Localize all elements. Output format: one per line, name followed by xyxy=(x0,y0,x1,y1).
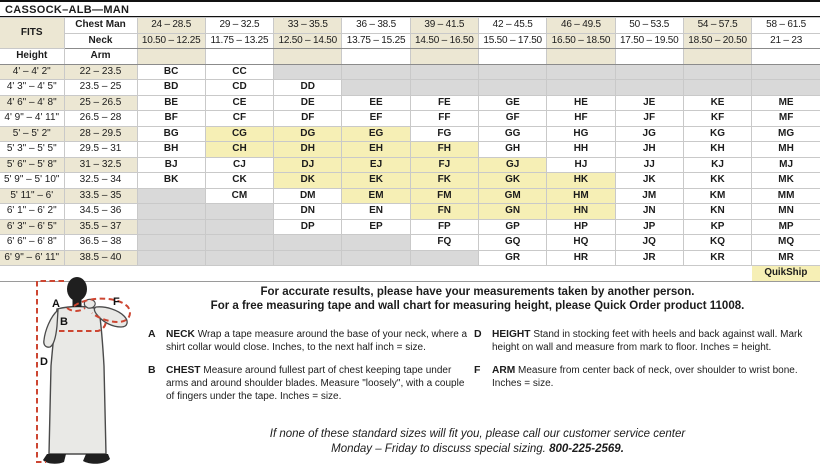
size-code-cell: MJ xyxy=(752,157,820,173)
size-code-cell: DP xyxy=(274,219,342,235)
size-unavailable-cell xyxy=(342,235,410,251)
instruction-item-arm xyxy=(474,364,814,390)
size-unavailable-cell xyxy=(274,235,342,251)
size-code-cell: HG xyxy=(547,126,615,142)
height-range-cell: 5' 11" – 6' xyxy=(0,188,64,204)
size-row xyxy=(0,173,820,189)
size-unavailable-cell xyxy=(205,219,273,235)
neck-range-cell: 11.75 – 13.25 xyxy=(205,33,273,49)
instruction-letter: A xyxy=(148,327,156,340)
size-code-cell: JF xyxy=(615,111,683,127)
size-code-cell: KE xyxy=(683,95,751,111)
size-code-cell: CM xyxy=(205,188,273,204)
size-code-cell: FN xyxy=(410,204,478,220)
size-code-cell: EK xyxy=(342,173,410,189)
size-unavailable-cell xyxy=(547,64,615,80)
neck-range-cell: 21 – 23 xyxy=(752,33,820,49)
header-filler-cell xyxy=(547,49,615,65)
size-code-cell: GK xyxy=(478,173,546,189)
size-unavailable-cell xyxy=(205,235,273,251)
size-unavailable-cell xyxy=(683,64,751,80)
size-code-cell: JQ xyxy=(615,235,683,251)
size-code-cell: KH xyxy=(683,142,751,158)
height-range-cell: 5' 3" – 5' 5" xyxy=(0,142,64,158)
height-range-cell: 6' 3" – 6' 5" xyxy=(0,219,64,235)
arm-range-cell: 35.5 – 37 xyxy=(64,219,137,235)
size-code-cell: JJ xyxy=(615,157,683,173)
size-row xyxy=(0,64,820,80)
size-code-cell: HN xyxy=(547,204,615,220)
phone-number: 800-225-2569. xyxy=(549,442,624,455)
size-code-cell: KP xyxy=(683,219,751,235)
size-code-cell: MG xyxy=(752,126,820,142)
chest-range-cell: 33 – 35.5 xyxy=(274,18,342,34)
size-code-cell: GG xyxy=(478,126,546,142)
size-code-cell: HQ xyxy=(547,235,615,251)
size-unavailable-cell xyxy=(342,64,410,80)
size-code-cell: CE xyxy=(205,95,273,111)
height-range-cell: 6' 1" – 6' 2" xyxy=(0,204,64,220)
chest-range-cell: 58 – 61.5 xyxy=(752,18,820,34)
instruction-item-height xyxy=(474,328,814,354)
size-code-cell: MH xyxy=(752,142,820,158)
arm-range-cell: 28 – 29.5 xyxy=(64,126,137,142)
size-code-cell: FJ xyxy=(410,157,478,173)
size-code-cell: HH xyxy=(547,142,615,158)
header-filler-cell xyxy=(137,49,205,65)
neck-range-cell: 13.75 – 15.25 xyxy=(342,33,410,49)
size-code-cell: GP xyxy=(478,219,546,235)
size-code-cell: ME xyxy=(752,95,820,111)
header-filler-cell xyxy=(615,49,683,65)
size-code-cell: JE xyxy=(615,95,683,111)
height-range-cell: 5' 9" – 5' 10" xyxy=(0,173,64,189)
size-code-cell: EF xyxy=(342,111,410,127)
size-code-cell: EJ xyxy=(342,157,410,173)
size-unavailable-cell xyxy=(274,64,342,80)
instruction-item-chest xyxy=(148,364,470,403)
size-chart-table xyxy=(0,17,820,282)
header-filler-cell xyxy=(342,49,410,65)
size-code-cell: MN xyxy=(752,204,820,220)
size-code-cell: KR xyxy=(683,250,751,266)
size-code-cell: JN xyxy=(615,204,683,220)
height-range-cell: 5' – 5' 2" xyxy=(0,126,64,142)
size-code-cell: DN xyxy=(274,204,342,220)
size-unavailable-cell xyxy=(137,188,205,204)
footer-line-1: If none of these standard sizes will fit you, please call our customer service center xyxy=(269,427,686,440)
arm-range-cell: 31 – 32.5 xyxy=(64,157,137,173)
size-code-cell: MP xyxy=(752,219,820,235)
size-code-cell: GE xyxy=(478,95,546,111)
arm-range-cell: 22 – 23.5 xyxy=(64,64,137,80)
height-range-cell: 4' 6" – 4' 8" xyxy=(0,95,64,111)
chest-range-cell: 42 – 45.5 xyxy=(478,18,546,34)
neck-range-cell: 18.50 – 20.50 xyxy=(683,33,751,49)
chest-range-cell: 39 – 41.5 xyxy=(410,18,478,34)
neck-label: Neck xyxy=(64,33,137,49)
size-code-cell: HM xyxy=(547,188,615,204)
size-row xyxy=(0,95,820,111)
neck-range-cell: 10.50 – 12.25 xyxy=(137,33,205,49)
figure-label-d: D xyxy=(40,356,48,368)
size-code-cell: EM xyxy=(342,188,410,204)
size-code-cell: JR xyxy=(615,250,683,266)
chest-range-cell: 54 – 57.5 xyxy=(683,18,751,34)
chest-range-cell: 50 – 53.5 xyxy=(615,18,683,34)
notes-line-2: For a free measuring tape and wall chart for measuring height, please Quick Order product 11008. xyxy=(210,299,745,312)
instruction-text: HEIGHT Stand in stocking feet with heels and back against wall. Mark height on wall and measure from mark to floor. Inches = height. xyxy=(492,328,803,353)
size-code-cell: JH xyxy=(615,142,683,158)
size-code-cell: BJ xyxy=(137,157,205,173)
size-unavailable-cell xyxy=(205,204,273,220)
measuring-instructions xyxy=(148,328,820,413)
size-unavailable-cell xyxy=(137,250,205,266)
header-filler-cell xyxy=(410,49,478,65)
page-title: CASSOCK–ALB—MAN xyxy=(0,0,820,17)
size-code-cell: CG xyxy=(205,126,273,142)
size-code-cell: KK xyxy=(683,173,751,189)
size-row xyxy=(0,142,820,158)
arm-range-cell: 25 – 26.5 xyxy=(64,95,137,111)
size-code-cell: JP xyxy=(615,219,683,235)
size-code-cell: DG xyxy=(274,126,342,142)
size-code-cell: FE xyxy=(410,95,478,111)
left-shoe xyxy=(43,454,66,464)
head xyxy=(67,277,87,301)
size-code-cell: EH xyxy=(342,142,410,158)
size-code-cell: KN xyxy=(683,204,751,220)
size-code-cell: MR xyxy=(752,250,820,266)
size-code-cell: GM xyxy=(478,188,546,204)
size-unavailable-cell xyxy=(342,250,410,266)
size-code-cell: HR xyxy=(547,250,615,266)
arm-label: Arm xyxy=(64,49,137,65)
size-unavailable-cell xyxy=(752,80,820,96)
size-code-cell: HK xyxy=(547,173,615,189)
neck-range-cell: 14.50 – 16.50 xyxy=(410,33,478,49)
size-code-cell: KJ xyxy=(683,157,751,173)
height-range-cell: 4' – 4' 2" xyxy=(0,64,64,80)
size-row xyxy=(0,235,820,251)
size-code-cell: KG xyxy=(683,126,751,142)
size-code-cell: GQ xyxy=(478,235,546,251)
size-code-cell: JK xyxy=(615,173,683,189)
chest-man-label: Chest Man xyxy=(64,18,137,34)
size-code-cell: FF xyxy=(410,111,478,127)
size-code-cell: GR xyxy=(478,250,546,266)
size-row xyxy=(0,157,820,173)
chest-range-cell: 29 – 32.5 xyxy=(205,18,273,34)
figure-label-a: A xyxy=(52,298,60,310)
robe-body xyxy=(49,307,106,455)
size-code-cell: JG xyxy=(615,126,683,142)
height-range-cell: 5' 6" – 5' 8" xyxy=(0,157,64,173)
arm-range-cell: 23.5 – 25 xyxy=(64,80,137,96)
size-code-cell: DE xyxy=(274,95,342,111)
instruction-term: NECK xyxy=(166,328,198,340)
size-code-cell: FG xyxy=(410,126,478,142)
arm-range-cell: 29.5 – 31 xyxy=(64,142,137,158)
chest-header-row xyxy=(0,18,820,34)
size-row xyxy=(0,111,820,127)
size-code-cell: DH xyxy=(274,142,342,158)
size-code-cell: HF xyxy=(547,111,615,127)
size-code-cell: BG xyxy=(137,126,205,142)
size-unavailable-cell xyxy=(615,64,683,80)
size-code-cell: BH xyxy=(137,142,205,158)
size-row xyxy=(0,250,820,266)
notes-line-1: For accurate results, please have your measurements taken by another person. xyxy=(260,285,695,298)
arm-range-cell: 38.5 – 40 xyxy=(64,250,137,266)
instruction-text: ARM Measure from center back of neck, over shoulder to wrist bone. Inches = size. xyxy=(492,364,798,389)
size-unavailable-cell xyxy=(615,80,683,96)
size-code-cell: DF xyxy=(274,111,342,127)
size-code-cell: GH xyxy=(478,142,546,158)
size-unavailable-cell xyxy=(478,80,546,96)
size-row xyxy=(0,204,820,220)
arm-range-cell: 26.5 – 28 xyxy=(64,111,137,127)
size-unavailable-cell xyxy=(410,80,478,96)
neck-range-cell: 17.50 – 19.50 xyxy=(615,33,683,49)
size-row xyxy=(0,126,820,142)
size-unavailable-cell xyxy=(410,250,478,266)
size-code-cell: EN xyxy=(342,204,410,220)
size-code-cell: BF xyxy=(137,111,205,127)
size-code-cell: HE xyxy=(547,95,615,111)
instruction-text: NECK Wrap a tape measure around the base of your neck, where a shirt collar would close. Inches, to the next half inch = size. xyxy=(166,328,468,353)
height-range-cell: 4' 3" – 4' 5" xyxy=(0,80,64,96)
header-filler-cell xyxy=(478,49,546,65)
size-code-cell: JM xyxy=(615,188,683,204)
instruction-item-neck xyxy=(148,328,470,354)
size-code-cell: CC xyxy=(205,64,273,80)
size-code-cell: BC xyxy=(137,64,205,80)
figure-label-b: B xyxy=(60,316,68,328)
height-range-cell: 6' 6" – 6' 8" xyxy=(0,235,64,251)
header-filler-cell xyxy=(683,49,751,65)
size-code-cell: CF xyxy=(205,111,273,127)
chest-range-cell: 24 – 28.5 xyxy=(137,18,205,34)
instruction-letter: F xyxy=(474,363,481,376)
size-code-cell: BK xyxy=(137,173,205,189)
height-label: Height xyxy=(0,49,64,65)
neck-range-cell: 16.50 – 18.50 xyxy=(547,33,615,49)
instruction-letter: B xyxy=(148,363,156,376)
footer-line-2: Monday – Friday to discuss special sizing. 800-225-2569. xyxy=(331,442,624,455)
size-unavailable-cell xyxy=(274,250,342,266)
size-code-cell: DD xyxy=(274,80,342,96)
figure-label-f: F xyxy=(113,296,120,308)
size-row xyxy=(0,188,820,204)
size-row xyxy=(0,219,820,235)
chest-range-cell: 46 – 49.5 xyxy=(547,18,615,34)
size-code-cell: BE xyxy=(137,95,205,111)
size-code-cell: BD xyxy=(137,80,205,96)
size-row xyxy=(0,80,820,96)
arm-range-cell: 34.5 – 36 xyxy=(64,204,137,220)
header-filler-cell xyxy=(752,49,820,65)
size-code-cell: HP xyxy=(547,219,615,235)
instruction-term: CHEST xyxy=(166,364,204,376)
size-code-cell: MK xyxy=(752,173,820,189)
header-filler-cell xyxy=(205,49,273,65)
instruction-text: CHEST Measure around fullest part of chest keeping tape under arms and around shoulder blades. Measure "loosely", with a couple of fingers under the tape. Inches = size. xyxy=(166,364,465,402)
neck-range-cell: 15.50 – 17.50 xyxy=(478,33,546,49)
instruction-letter: D xyxy=(474,327,482,340)
size-unavailable-cell xyxy=(137,219,205,235)
size-code-cell: FH xyxy=(410,142,478,158)
quikship-label: QuikShip xyxy=(752,266,820,282)
right-shoe xyxy=(83,454,110,464)
size-code-cell: EP xyxy=(342,219,410,235)
arm-range-cell: 33.5 – 35 xyxy=(64,188,137,204)
size-code-cell: CJ xyxy=(205,157,273,173)
size-code-cell: MM xyxy=(752,188,820,204)
size-code-cell: EE xyxy=(342,95,410,111)
size-unavailable-cell xyxy=(547,80,615,96)
size-unavailable-cell xyxy=(137,204,205,220)
size-unavailable-cell xyxy=(410,64,478,80)
instructions-right-column xyxy=(474,328,814,413)
size-unavailable-cell xyxy=(478,64,546,80)
chest-range-cell: 36 – 38.5 xyxy=(342,18,410,34)
cassock-figure-illustration xyxy=(0,276,140,474)
instruction-term: HEIGHT xyxy=(492,328,534,340)
size-code-cell: DM xyxy=(274,188,342,204)
size-unavailable-cell xyxy=(137,235,205,251)
arm-range-cell: 36.5 – 38 xyxy=(64,235,137,251)
size-unavailable-cell xyxy=(205,250,273,266)
special-sizing-footer xyxy=(135,427,820,457)
size-code-cell: HJ xyxy=(547,157,615,173)
instruction-term: ARM xyxy=(492,364,519,376)
size-code-cell: CK xyxy=(205,173,273,189)
size-unavailable-cell xyxy=(752,64,820,80)
height-range-cell: 4' 9" – 4' 11" xyxy=(0,111,64,127)
size-code-cell: KM xyxy=(683,188,751,204)
size-code-cell: MQ xyxy=(752,235,820,251)
height-arm-header-row xyxy=(0,49,820,65)
fits-label: FITS xyxy=(0,18,64,49)
size-code-cell: FP xyxy=(410,219,478,235)
instructions-left-column xyxy=(148,328,470,413)
arm-range-cell: 32.5 – 34 xyxy=(64,173,137,189)
size-code-cell: GJ xyxy=(478,157,546,173)
size-code-cell: DJ xyxy=(274,157,342,173)
size-code-cell: FQ xyxy=(410,235,478,251)
size-code-cell: KQ xyxy=(683,235,751,251)
size-code-cell: KF xyxy=(683,111,751,127)
neck-header-row xyxy=(0,33,820,49)
size-code-cell: GN xyxy=(478,204,546,220)
size-code-cell: GF xyxy=(478,111,546,127)
measurement-notes xyxy=(135,285,820,313)
size-code-cell: MF xyxy=(752,111,820,127)
size-code-cell: FM xyxy=(410,188,478,204)
size-code-cell: EG xyxy=(342,126,410,142)
size-code-cell: DK xyxy=(274,173,342,189)
height-range-cell: 6' 9" – 6' 11" xyxy=(0,250,64,266)
header-filler-cell xyxy=(274,49,342,65)
neck-range-cell: 12.50 – 14.50 xyxy=(274,33,342,49)
size-code-cell: CH xyxy=(205,142,273,158)
size-unavailable-cell xyxy=(683,80,751,96)
size-code-cell: CD xyxy=(205,80,273,96)
size-unavailable-cell xyxy=(342,80,410,96)
size-code-cell: FK xyxy=(410,173,478,189)
